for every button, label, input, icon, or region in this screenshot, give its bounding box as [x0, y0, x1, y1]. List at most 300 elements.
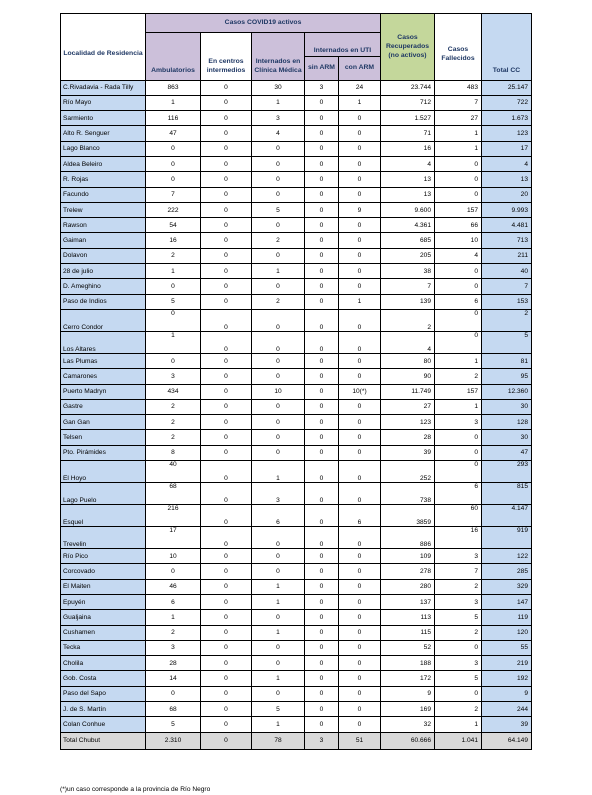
- icu-without-arm-cell: 0: [305, 233, 339, 248]
- locality-cell: J. de S. Martín: [61, 702, 146, 717]
- intermediate-cell: 0: [201, 399, 252, 414]
- table-row: [61, 187, 532, 202]
- icu-without-arm-cell: 0: [305, 686, 339, 701]
- clinic-cell: 0: [252, 331, 305, 353]
- recovered-cell: 278: [381, 564, 435, 579]
- intermediate-cell: 0: [201, 218, 252, 233]
- intermediate-cell: 0: [201, 248, 252, 263]
- locality-cell: 28 de julio: [61, 264, 146, 279]
- outpatients-cell: 434: [146, 384, 201, 399]
- table-row: [61, 640, 532, 655]
- table-row: [61, 95, 532, 110]
- header-intermediate-centers: En centros intermedios: [201, 32, 252, 80]
- intermediate-cell: 0: [201, 95, 252, 110]
- deceased-cell: 2: [435, 369, 482, 384]
- icu-without-arm-cell: 0: [305, 279, 339, 294]
- table-row: [61, 717, 532, 732]
- outpatients-cell: 68: [146, 702, 201, 717]
- icu-with-arm-cell: 0: [339, 594, 381, 609]
- icu-without-arm-cell: 0: [305, 579, 339, 594]
- intermediate-cell: 0: [201, 445, 252, 460]
- outpatients-cell: 2: [146, 248, 201, 263]
- recovered-cell: 115: [381, 625, 435, 640]
- icu-with-arm-cell: 1: [339, 294, 381, 309]
- clinic-cell: 30: [252, 80, 305, 95]
- recovered-cell: 71: [381, 126, 435, 141]
- outpatients-cell: 0: [146, 353, 201, 368]
- header-total: Total CC: [482, 14, 532, 81]
- total-row: [61, 732, 532, 749]
- clinic-cell: 0: [252, 279, 305, 294]
- header-outpatients: Ambulatorios: [146, 32, 201, 80]
- table-row: [61, 126, 532, 141]
- icu-with-arm-cell: 0: [339, 686, 381, 701]
- deceased-cell: 4: [435, 248, 482, 263]
- outpatients-cell: 7: [146, 187, 201, 202]
- icu-with-arm-cell: 0: [339, 218, 381, 233]
- icu-without-arm-cell: 0: [305, 610, 339, 625]
- outpatients-cell: 54: [146, 218, 201, 233]
- locality-cell: Esquel: [61, 505, 146, 527]
- deceased-cell: 1.041: [435, 732, 482, 749]
- table-row: [61, 294, 532, 309]
- icu-with-arm-cell: 0: [339, 564, 381, 579]
- table-row: [61, 202, 532, 217]
- total-cell: 17: [482, 141, 532, 156]
- intermediate-cell: 0: [201, 732, 252, 749]
- clinic-cell: 0: [252, 610, 305, 625]
- locality-cell: Colan Conhue: [61, 717, 146, 732]
- total-cell: 122: [482, 549, 532, 564]
- recovered-cell: 113: [381, 610, 435, 625]
- locality-cell: Cerro Condor: [61, 309, 146, 331]
- outpatients-cell: 28: [146, 656, 201, 671]
- deceased-cell: 0: [435, 445, 482, 460]
- icu-without-arm-cell: 0: [305, 95, 339, 110]
- icu-with-arm-cell: 0: [339, 187, 381, 202]
- header-deceased: Casos Fallecidos: [435, 14, 482, 81]
- deceased-cell: 3: [435, 549, 482, 564]
- outpatients-cell: 14: [146, 671, 201, 686]
- table-row: [61, 625, 532, 640]
- header-clinic: Internados en Clínica Médica: [252, 32, 305, 80]
- total-cell: 192: [482, 671, 532, 686]
- intermediate-cell: 0: [201, 279, 252, 294]
- total-cell: 1.673: [482, 111, 532, 126]
- intermediate-cell: 0: [201, 111, 252, 126]
- clinic-cell: 0: [252, 141, 305, 156]
- deceased-cell: 2: [435, 702, 482, 717]
- intermediate-cell: 0: [201, 80, 252, 95]
- icu-with-arm-cell: 0: [339, 279, 381, 294]
- icu-with-arm-cell: 0: [339, 579, 381, 594]
- outpatients-cell: 2: [146, 430, 201, 445]
- recovered-cell: 3859: [381, 505, 435, 527]
- intermediate-cell: 0: [201, 656, 252, 671]
- outpatients-cell: 10: [146, 549, 201, 564]
- recovered-cell: 11.749: [381, 384, 435, 399]
- deceased-cell: 0: [435, 461, 482, 483]
- icu-with-arm-cell: 0: [339, 248, 381, 263]
- icu-without-arm-cell: 0: [305, 141, 339, 156]
- clinic-cell: 4: [252, 126, 305, 141]
- locality-cell: Trevelin: [61, 527, 146, 549]
- intermediate-cell: 0: [201, 415, 252, 430]
- clinic-cell: 0: [252, 399, 305, 414]
- total-cell: 211: [482, 248, 532, 263]
- intermediate-cell: 0: [201, 331, 252, 353]
- total-cell: 919: [482, 527, 532, 549]
- icu-with-arm-cell: 0: [339, 640, 381, 655]
- intermediate-cell: 0: [201, 126, 252, 141]
- outpatients-cell: 5: [146, 717, 201, 732]
- icu-without-arm-cell: 0: [305, 702, 339, 717]
- outpatients-cell: 5: [146, 294, 201, 309]
- outpatients-cell: 2.310: [146, 732, 201, 749]
- intermediate-cell: 0: [201, 172, 252, 187]
- table-row: [61, 80, 532, 95]
- total-cell: 244: [482, 702, 532, 717]
- icu-with-arm-cell: 10(*): [339, 384, 381, 399]
- deceased-cell: 1: [435, 399, 482, 414]
- total-cell: 329: [482, 579, 532, 594]
- total-cell: 815: [482, 483, 532, 505]
- total-cell: 47: [482, 445, 532, 460]
- total-cell: 285: [482, 564, 532, 579]
- intermediate-cell: 0: [201, 717, 252, 732]
- total-cell: 12.360: [482, 384, 532, 399]
- locality-cell: Gaiman: [61, 233, 146, 248]
- deceased-cell: 3: [435, 415, 482, 430]
- locality-cell: Corcovado: [61, 564, 146, 579]
- deceased-cell: 1: [435, 126, 482, 141]
- recovered-cell: 172: [381, 671, 435, 686]
- outpatients-cell: 2: [146, 625, 201, 640]
- icu-without-arm-cell: 0: [305, 640, 339, 655]
- recovered-cell: 738: [381, 483, 435, 505]
- icu-with-arm-cell: 0: [339, 111, 381, 126]
- icu-without-arm-cell: 0: [305, 671, 339, 686]
- icu-with-arm-cell: 0: [339, 461, 381, 483]
- total-cell: 9.993: [482, 202, 532, 217]
- total-cell: 722: [482, 95, 532, 110]
- outpatients-cell: 222: [146, 202, 201, 217]
- deceased-cell: 2: [435, 579, 482, 594]
- intermediate-cell: 0: [201, 483, 252, 505]
- locality-cell: Paso de Indios: [61, 294, 146, 309]
- intermediate-cell: 0: [201, 594, 252, 609]
- deceased-cell: 16: [435, 527, 482, 549]
- outpatients-cell: 1: [146, 331, 201, 353]
- clinic-cell: 1: [252, 95, 305, 110]
- table-row: [61, 369, 532, 384]
- deceased-cell: 7: [435, 95, 482, 110]
- clinic-cell: 0: [252, 218, 305, 233]
- icu-with-arm-cell: 0: [339, 172, 381, 187]
- clinic-cell: 0: [252, 656, 305, 671]
- deceased-cell: 0: [435, 331, 482, 353]
- locality-cell: Camarones: [61, 369, 146, 384]
- table-row: [61, 218, 532, 233]
- intermediate-cell: 0: [201, 549, 252, 564]
- recovered-cell: 280: [381, 579, 435, 594]
- icu-with-arm-cell: 0: [339, 415, 381, 430]
- total-cell: 120: [482, 625, 532, 640]
- deceased-cell: 6: [435, 483, 482, 505]
- icu-with-arm-cell: 9: [339, 202, 381, 217]
- icu-without-arm-cell: 0: [305, 187, 339, 202]
- locality-cell: Pto. Pirámides: [61, 445, 146, 460]
- outpatients-cell: 2: [146, 399, 201, 414]
- locality-cell: Gastre: [61, 399, 146, 414]
- total-cell: 40: [482, 264, 532, 279]
- locality-cell: Tecka: [61, 640, 146, 655]
- icu-without-arm-cell: 0: [305, 331, 339, 353]
- table-row: [61, 353, 532, 368]
- outpatients-cell: 40: [146, 461, 201, 483]
- table-row: [61, 430, 532, 445]
- total-cell: 13: [482, 172, 532, 187]
- recovered-cell: 139: [381, 294, 435, 309]
- deceased-cell: 27: [435, 111, 482, 126]
- table-row: [61, 415, 532, 430]
- table-row: [61, 549, 532, 564]
- locality-cell: D. Ameghino: [61, 279, 146, 294]
- recovered-cell: 23.744: [381, 80, 435, 95]
- clinic-cell: 1: [252, 625, 305, 640]
- table-row: [61, 610, 532, 625]
- recovered-cell: 1.527: [381, 111, 435, 126]
- deceased-cell: 0: [435, 264, 482, 279]
- deceased-cell: 66: [435, 218, 482, 233]
- locality-cell: Aldea Beleiro: [61, 156, 146, 171]
- recovered-cell: 9.600: [381, 202, 435, 217]
- clinic-cell: 0: [252, 172, 305, 187]
- recovered-cell: 169: [381, 702, 435, 717]
- icu-with-arm-cell: 0: [339, 527, 381, 549]
- icu-with-arm-cell: 0: [339, 430, 381, 445]
- outpatients-cell: 863: [146, 80, 201, 95]
- recovered-cell: 123: [381, 415, 435, 430]
- total-cell: 123: [482, 126, 532, 141]
- icu-without-arm-cell: 0: [305, 369, 339, 384]
- covid-cases-table: [60, 13, 532, 750]
- recovered-cell: 7: [381, 279, 435, 294]
- clinic-cell: 0: [252, 156, 305, 171]
- intermediate-cell: 0: [201, 264, 252, 279]
- icu-without-arm-cell: 0: [305, 461, 339, 483]
- clinic-cell: 0: [252, 445, 305, 460]
- icu-without-arm-cell: 0: [305, 309, 339, 331]
- header-recovered: Casos Recuperados (no activos): [381, 14, 435, 81]
- outpatients-cell: 0: [146, 564, 201, 579]
- table-row: [61, 483, 532, 505]
- deceased-cell: 0: [435, 279, 482, 294]
- recovered-cell: 60.666: [381, 732, 435, 749]
- clinic-cell: 5: [252, 702, 305, 717]
- intermediate-cell: 0: [201, 202, 252, 217]
- clinic-cell: 0: [252, 187, 305, 202]
- clinic-cell: 0: [252, 640, 305, 655]
- icu-with-arm-cell: 0: [339, 309, 381, 331]
- outpatients-cell: 6: [146, 594, 201, 609]
- table-row: [61, 461, 532, 483]
- deceased-cell: 0: [435, 640, 482, 655]
- icu-with-arm-cell: 0: [339, 141, 381, 156]
- clinic-cell: 0: [252, 369, 305, 384]
- table-row: [61, 564, 532, 579]
- outpatients-cell: 216: [146, 505, 201, 527]
- table-row: [61, 702, 532, 717]
- intermediate-cell: 0: [201, 187, 252, 202]
- total-cell: 95: [482, 369, 532, 384]
- icu-with-arm-cell: 0: [339, 702, 381, 717]
- icu-without-arm-cell: 0: [305, 564, 339, 579]
- locality-cell: Cushamen: [61, 625, 146, 640]
- icu-with-arm-cell: 0: [339, 625, 381, 640]
- icu-without-arm-cell: 0: [305, 527, 339, 549]
- clinic-cell: 0: [252, 415, 305, 430]
- recovered-cell: 28: [381, 430, 435, 445]
- locality-cell: Facundo: [61, 187, 146, 202]
- locality-cell: El Hoyo: [61, 461, 146, 483]
- recovered-cell: 137: [381, 594, 435, 609]
- icu-without-arm-cell: 0: [305, 415, 339, 430]
- icu-with-arm-cell: 0: [339, 399, 381, 414]
- locality-cell: Gualjaina: [61, 610, 146, 625]
- icu-with-arm-cell: 0: [339, 671, 381, 686]
- icu-with-arm-cell: 0: [339, 717, 381, 732]
- intermediate-cell: 0: [201, 671, 252, 686]
- deceased-cell: 3: [435, 656, 482, 671]
- intermediate-cell: 0: [201, 686, 252, 701]
- outpatients-cell: 47: [146, 126, 201, 141]
- clinic-cell: 1: [252, 717, 305, 732]
- header-locality: Localidad de Residencia: [61, 14, 146, 81]
- icu-without-arm-cell: 0: [305, 111, 339, 126]
- total-cell: 9: [482, 686, 532, 701]
- outpatients-cell: 3: [146, 640, 201, 655]
- locality-cell: Lago Blanco: [61, 141, 146, 156]
- intermediate-cell: 0: [201, 640, 252, 655]
- outpatients-cell: 2: [146, 415, 201, 430]
- locality-cell: Alto R. Senguer: [61, 126, 146, 141]
- recovered-cell: 27: [381, 399, 435, 414]
- intermediate-cell: 0: [201, 579, 252, 594]
- deceased-cell: 5: [435, 671, 482, 686]
- outpatients-cell: 116: [146, 111, 201, 126]
- locality-cell: Total Chubut: [61, 732, 146, 749]
- locality-cell: Cholila: [61, 656, 146, 671]
- locality-cell: Río Pico: [61, 549, 146, 564]
- recovered-cell: 712: [381, 95, 435, 110]
- outpatients-cell: 1: [146, 95, 201, 110]
- total-cell: 119: [482, 610, 532, 625]
- total-cell: 4: [482, 156, 532, 171]
- outpatients-cell: 16: [146, 233, 201, 248]
- deceased-cell: 7: [435, 564, 482, 579]
- clinic-cell: 2: [252, 294, 305, 309]
- recovered-cell: 80: [381, 353, 435, 368]
- recovered-cell: 4: [381, 331, 435, 353]
- icu-without-arm-cell: 0: [305, 656, 339, 671]
- clinic-cell: 3: [252, 111, 305, 126]
- clinic-cell: 0: [252, 430, 305, 445]
- icu-without-arm-cell: 0: [305, 445, 339, 460]
- clinic-cell: 10: [252, 384, 305, 399]
- total-cell: 713: [482, 233, 532, 248]
- total-cell: 30: [482, 430, 532, 445]
- clinic-cell: 3: [252, 483, 305, 505]
- icu-without-arm-cell: 0: [305, 384, 339, 399]
- icu-without-arm-cell: 0: [305, 549, 339, 564]
- outpatients-cell: 0: [146, 156, 201, 171]
- locality-cell: Rawson: [61, 218, 146, 233]
- locality-cell: C.Rivadavia - Rada Tilly: [61, 80, 146, 95]
- clinic-cell: 0: [252, 686, 305, 701]
- recovered-cell: 52: [381, 640, 435, 655]
- deceased-cell: 2: [435, 625, 482, 640]
- outpatients-cell: 68: [146, 483, 201, 505]
- table-row: [61, 331, 532, 353]
- deceased-cell: 0: [435, 156, 482, 171]
- locality-cell: R. Rojas: [61, 172, 146, 187]
- outpatients-cell: 0: [146, 279, 201, 294]
- deceased-cell: 5: [435, 610, 482, 625]
- outpatients-cell: 1: [146, 264, 201, 279]
- icu-with-arm-cell: 0: [339, 445, 381, 460]
- icu-without-arm-cell: 0: [305, 505, 339, 527]
- deceased-cell: 60: [435, 505, 482, 527]
- icu-without-arm-cell: 0: [305, 625, 339, 640]
- table-row: [61, 686, 532, 701]
- deceased-cell: 157: [435, 384, 482, 399]
- locality-cell: Río Mayo: [61, 95, 146, 110]
- intermediate-cell: 0: [201, 610, 252, 625]
- outpatients-cell: 46: [146, 579, 201, 594]
- deceased-cell: 157: [435, 202, 482, 217]
- recovered-cell: 2: [381, 309, 435, 331]
- deceased-cell: 0: [435, 430, 482, 445]
- icu-without-arm-cell: 0: [305, 218, 339, 233]
- outpatients-cell: 8: [146, 445, 201, 460]
- deceased-cell: 3: [435, 594, 482, 609]
- recovered-cell: 205: [381, 248, 435, 263]
- deceased-cell: 1: [435, 353, 482, 368]
- locality-cell: Los Altares: [61, 331, 146, 353]
- total-cell: 5: [482, 331, 532, 353]
- deceased-cell: 0: [435, 309, 482, 331]
- locality-cell: Lago Puelo: [61, 483, 146, 505]
- icu-without-arm-cell: 3: [305, 80, 339, 95]
- table-row: [61, 172, 532, 187]
- table-row: [61, 384, 532, 399]
- table-row: [61, 141, 532, 156]
- icu-without-arm-cell: 3: [305, 732, 339, 749]
- recovered-cell: 4.361: [381, 218, 435, 233]
- recovered-cell: 13: [381, 187, 435, 202]
- locality-cell: Epuyén: [61, 594, 146, 609]
- table-row: [61, 248, 532, 263]
- icu-with-arm-cell: 51: [339, 732, 381, 749]
- icu-with-arm-cell: 6: [339, 505, 381, 527]
- clinic-cell: 6: [252, 505, 305, 527]
- recovered-cell: 188: [381, 656, 435, 671]
- intermediate-cell: 0: [201, 527, 252, 549]
- total-cell: 293: [482, 461, 532, 483]
- icu-with-arm-cell: 0: [339, 331, 381, 353]
- icu-with-arm-cell: 1: [339, 95, 381, 110]
